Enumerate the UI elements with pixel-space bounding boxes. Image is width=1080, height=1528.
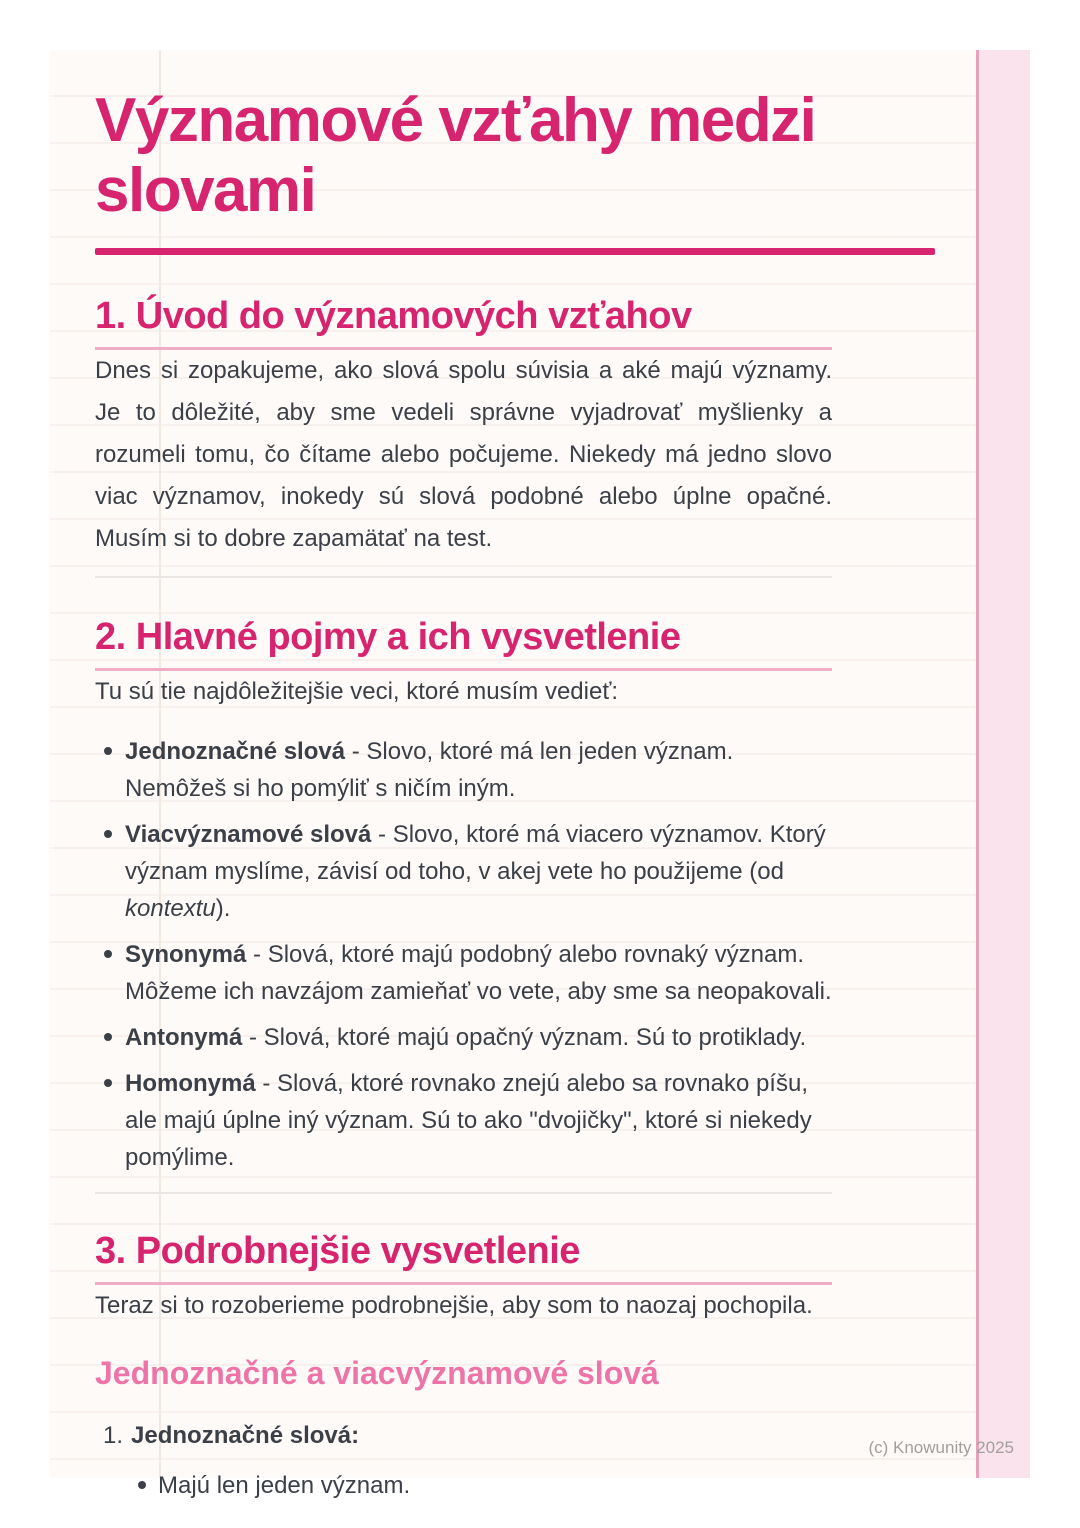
- section-1-heading: 1. Úvod do významových vzťahov: [95, 293, 832, 350]
- section-divider: [95, 1192, 832, 1194]
- list-item: [95, 816, 832, 927]
- section-1-paragraph: Dnes si zopakujeme, ako slová spolu súvisia a aké majú významy. Je to dôležité, aby sme vedeli správne vyjadrovať myšlienky a rozumeli tomu, čo čítame alebo počujeme. Niekedy má jedno slovo viac významov, inokedy sú slová podobné alebo úplne opačné. Musím si to dobre zapamätať na test.: [95, 357, 832, 552]
- page-title: Významové vzťahy medzi slovami: [95, 86, 816, 225]
- term-label: Jednoznačné slová: [125, 738, 346, 765]
- term-description-italic: kontextu: [125, 895, 216, 922]
- note-page: [50, 50, 1030, 1499]
- list-item: Majú len jeden význam.: [95, 1467, 832, 1504]
- section-3-heading: 3. Podrobnejšie vysvetlenie: [95, 1228, 832, 1285]
- numbered-item: [95, 1415, 832, 1457]
- section-3-paragraph: Teraz si to rozoberieme podrobnejšie, aby som to naozaj pochopila.: [95, 1292, 813, 1319]
- list-item: [95, 733, 832, 807]
- term-description: - Slová, ktoré majú podobný alebo rovnaký význam. Môžeme ich navzájom zamieňať vo vete, aby sme sa neopakovali.: [125, 941, 832, 1005]
- subsection-heading: Jednoznačné a viacvýznamové slová: [95, 1355, 659, 1391]
- term-label: Antonymá: [125, 1024, 243, 1051]
- term-description-end: ).: [215, 895, 231, 922]
- section-2-intro: Tu sú tie najdôležitejšie veci, ktoré musím vedieť:: [95, 678, 618, 705]
- section-divider: [95, 576, 832, 578]
- list-item: [95, 936, 832, 1010]
- section-details: [95, 1228, 832, 1504]
- title-rule: [95, 248, 935, 255]
- term-label: Viacvýznamové slová: [125, 821, 372, 848]
- page-edge-decoration-bar: [976, 50, 1030, 1478]
- nested-list: [95, 1467, 832, 1504]
- term-description: - Slová, ktoré rovnako znejú alebo sa rovnako píšu, ale majú úplne iný význam. Sú to ako "dvojičky", ktoré si niekedy pomýlime.: [125, 1070, 812, 1171]
- term-description: - Slovo, ktoré má len jeden význam. Nemôžeš si ho pomýliť s ničím iným.: [125, 738, 734, 802]
- section-main-terms: [95, 614, 832, 1176]
- term-description: - Slová, ktoré majú opačný význam. Sú to protiklady.: [242, 1024, 807, 1051]
- section-2-heading: 2. Hlavné pojmy a ich vysvetlenie: [95, 614, 832, 671]
- list-item: [95, 1065, 832, 1176]
- term-label: Synonymá: [125, 941, 247, 968]
- terms-list: [95, 733, 832, 1176]
- page-content: [50, 50, 832, 1504]
- numbered-item-term: Jednoznačné slová:: [131, 1422, 360, 1449]
- list-item: [95, 1019, 832, 1056]
- term-description: - Slovo, ktoré má viacero významov. Ktorý význam myslíme, závisí od toho, v akej vete ho použijeme (od: [125, 821, 826, 885]
- watermark-text: (c) Knowunity 2025: [868, 1438, 1014, 1457]
- term-label: Homonymá: [125, 1070, 256, 1097]
- section-intro: [95, 293, 832, 560]
- numbered-item-number: 1.: [103, 1422, 124, 1449]
